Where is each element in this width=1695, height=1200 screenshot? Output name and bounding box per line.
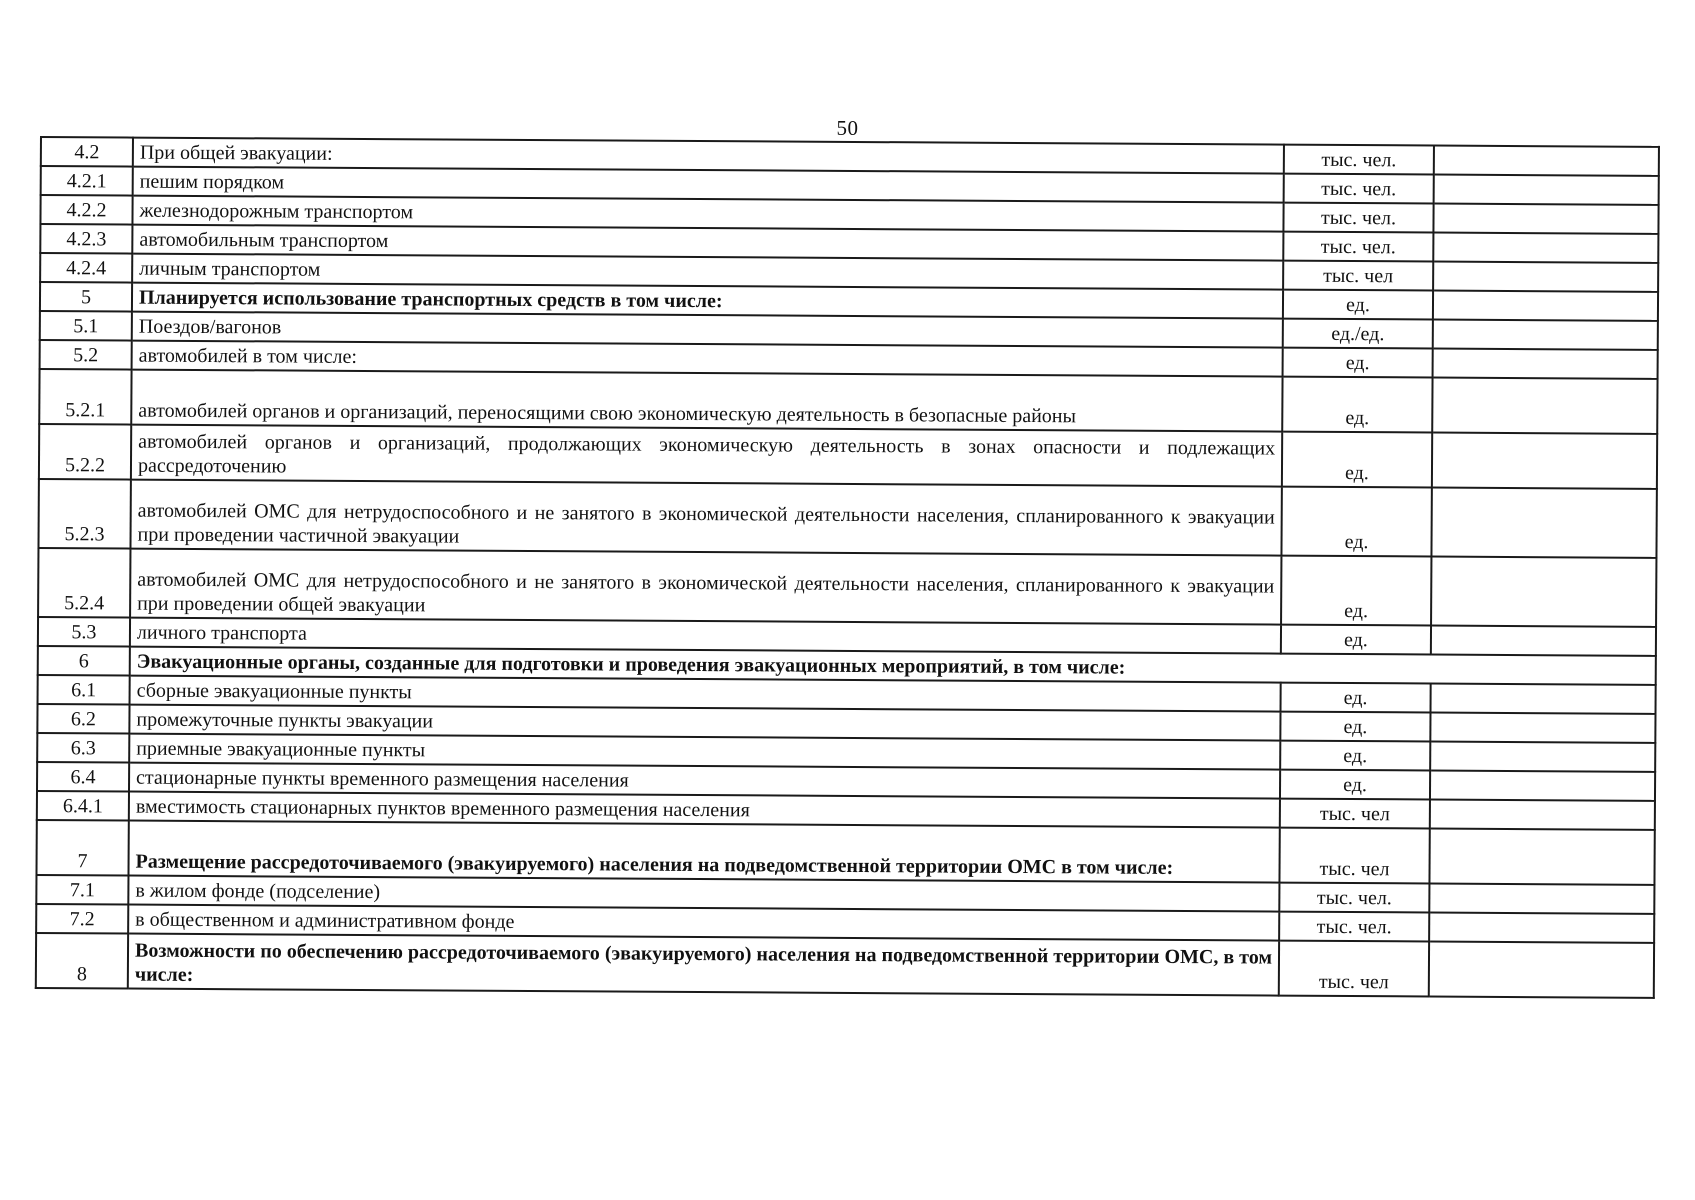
row-description: стационарные пункты временного размещения населения (129, 763, 1280, 799)
row-unit: тыс. чел (1279, 828, 1429, 884)
row-number: 6.4 (37, 762, 129, 792)
row-value-cell[interactable] (1433, 349, 1658, 379)
row-number: 6.2 (37, 704, 129, 734)
table-row (39, 369, 1657, 434)
row-unit: ед. (1281, 556, 1431, 626)
row-number: 5.2.2 (39, 424, 131, 480)
row-number: 5.1 (40, 311, 132, 341)
row-number: 6.3 (37, 733, 129, 763)
row-number: 5.2.1 (39, 369, 131, 425)
row-unit: ед. (1280, 741, 1430, 771)
row-number: 4.2.2 (40, 195, 132, 225)
page-number: 50 (836, 116, 859, 140)
row-description: автомобилей органов и организаций, переносящими свою экономическую деятельность в безопасные районы (131, 370, 1282, 432)
row-number: 4.2.4 (40, 253, 132, 283)
table-section-row (36, 933, 1654, 998)
row-number: 6.1 (38, 675, 130, 705)
row-number: 6 (38, 646, 130, 676)
table-row (38, 548, 1656, 627)
row-description: автомобилей органов и организаций, продолжающих экономическую деятельность в зонах опасности и подлежащих рассредоточению (131, 425, 1282, 487)
row-value-cell[interactable] (1429, 942, 1654, 998)
row-value-cell[interactable] (1433, 320, 1658, 350)
row-unit: тыс. чел. (1284, 174, 1434, 204)
row-unit: ед. (1283, 290, 1433, 320)
row-description: личным транспортом (132, 254, 1283, 290)
row-description: сборные эвакуационные пункты (130, 676, 1281, 712)
row-unit: ед. (1282, 432, 1432, 488)
row-description: При общей эвакуации: (133, 138, 1284, 174)
row-number: 7.1 (36, 875, 128, 905)
row-unit: ед. (1281, 625, 1431, 655)
row-unit: ед. (1283, 348, 1433, 378)
row-unit: ед. (1281, 683, 1431, 713)
row-value-cell[interactable] (1433, 291, 1658, 321)
row-number: 5 (40, 282, 132, 312)
row-unit: тыс. чел (1279, 941, 1429, 997)
row-number: 5.2.4 (38, 548, 130, 618)
row-unit: тыс. чел. (1284, 145, 1434, 175)
row-value-cell[interactable] (1434, 146, 1659, 176)
row-value-cell[interactable] (1434, 175, 1659, 205)
row-description: автомобилей ОМС для нетрудоспособного и не занятого в экономической деятельности населения, спланированного к эвакуации при проведении общей эвакуации (130, 549, 1281, 625)
row-number: 8 (36, 933, 128, 989)
row-description: промежуточные пункты эвакуации (129, 705, 1280, 741)
row-description: Возможности по обеспечению рассредоточиваемого (эвакуируемого) населения на подведомственной территории ОМС, в том числе: (128, 934, 1279, 996)
row-value-cell[interactable] (1430, 771, 1655, 801)
row-value-cell[interactable] (1431, 684, 1656, 714)
row-number: 7 (36, 820, 128, 876)
row-value-cell[interactable] (1429, 913, 1654, 943)
row-unit: тыс. чел (1283, 261, 1433, 291)
row-description: в общественном и административном фонде (128, 905, 1279, 941)
row-number: 4.2.1 (41, 166, 133, 196)
row-description: личного транспорта (130, 618, 1281, 654)
row-value-cell[interactable] (1433, 233, 1658, 263)
row-number: 4.2.3 (40, 224, 132, 254)
row-value-cell[interactable] (1431, 557, 1656, 627)
table-section-row (36, 820, 1654, 885)
document-sheet (35, 136, 1660, 999)
row-value-cell[interactable] (1430, 800, 1655, 830)
row-value-cell[interactable] (1431, 626, 1656, 656)
row-unit: тыс. чел. (1279, 883, 1429, 913)
row-unit: ед. (1280, 712, 1430, 742)
row-description: Поездов/вагонов (132, 312, 1283, 348)
row-number: 6.4.1 (37, 791, 129, 821)
row-description: Эвакуационные органы, созданные для подготовки и проведения эвакуационных мероприятий, в том числе: (130, 647, 1656, 685)
row-value-cell[interactable] (1432, 378, 1657, 434)
row-unit: ед. (1282, 377, 1432, 433)
table-row (39, 424, 1657, 489)
row-unit: тыс. чел. (1279, 912, 1429, 942)
row-description: автомобилей в том числе: (132, 341, 1283, 377)
row-description: пешим порядком (133, 167, 1284, 203)
row-unit: ед./ед. (1283, 319, 1433, 349)
row-description: в жилом фонде (подселение) (128, 876, 1279, 912)
row-number: 7.2 (36, 904, 128, 934)
row-number: 4.2 (41, 137, 133, 167)
row-value-cell[interactable] (1431, 488, 1656, 558)
row-description: приемные эвакуационные пункты (129, 734, 1280, 770)
row-description: Планируется использование транспортных средств в том числе: (132, 283, 1283, 319)
row-value-cell[interactable] (1430, 713, 1655, 743)
row-description: Размещение рассредоточиваемого (эвакуируемого) населения на подведомственной территории ОМС в том числе: (128, 821, 1279, 883)
row-description: автомобилей ОМС для нетрудоспособного и не занятого в экономической деятельности населения, спланированного к эвакуации при проведении частичной эвакуации (130, 480, 1281, 556)
row-value-cell[interactable] (1432, 433, 1657, 489)
row-description: вместимость стационарных пунктов временного размещения населения (129, 792, 1280, 828)
row-unit: тыс. чел. (1283, 203, 1433, 233)
row-value-cell[interactable] (1433, 262, 1658, 292)
row-value-cell[interactable] (1429, 829, 1654, 885)
evacuation-table (35, 136, 1660, 999)
row-unit: тыс. чел (1280, 799, 1430, 829)
table-row (38, 479, 1656, 558)
row-unit: тыс. чел. (1283, 232, 1433, 262)
row-description: автомобильным транспортом (132, 225, 1283, 261)
row-number: 5.3 (38, 617, 130, 647)
row-value-cell[interactable] (1429, 884, 1654, 914)
row-unit: ед. (1281, 487, 1431, 557)
row-description: железнодорожным транспортом (132, 196, 1283, 232)
row-number: 5.2 (40, 340, 132, 370)
row-number: 5.2.3 (38, 479, 130, 549)
row-value-cell[interactable] (1433, 204, 1658, 234)
row-unit: ед. (1280, 770, 1430, 800)
row-value-cell[interactable] (1430, 742, 1655, 772)
